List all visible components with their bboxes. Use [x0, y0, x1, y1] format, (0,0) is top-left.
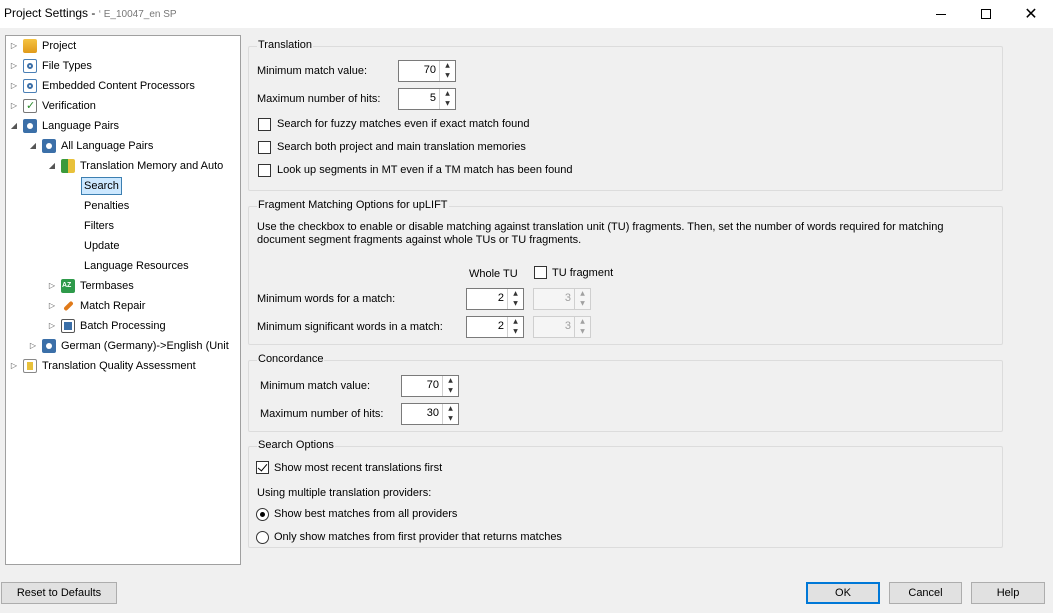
fuzzy-checkbox[interactable] [258, 118, 271, 131]
arrow-down-icon: ▼ [580, 300, 585, 307]
close-button[interactable] [1008, 0, 1053, 28]
tree-item-label: Project [42, 40, 77, 52]
help-button[interactable]: Help [971, 582, 1045, 604]
stepper-value: 5 [429, 92, 436, 104]
minimize-button[interactable] [918, 0, 964, 28]
tree-item-label: Match Repair [80, 300, 146, 312]
first-provider-radio[interactable] [256, 531, 269, 544]
tu-fragment-label[interactable]: TU fragment [552, 267, 614, 279]
expand-icon[interactable]: ▷ [10, 81, 18, 90]
arrow-up-icon[interactable]: ▲ [448, 377, 453, 384]
expand-icon[interactable]: ▷ [48, 301, 56, 310]
arrow-down-icon[interactable]: ▼ [445, 72, 450, 79]
tree-item-label: All Language Pairs [61, 140, 154, 152]
whole-tu-header: Whole TU [469, 268, 518, 280]
both-memories-checkbox[interactable] [258, 141, 271, 154]
tree-item-language-pairs[interactable] [9, 117, 119, 135]
arrow-up-icon[interactable]: ▲ [445, 62, 450, 69]
mt-lookup-label[interactable]: Look up segments in MT even if a TM match has been found [277, 164, 573, 176]
minimize-icon [936, 14, 946, 15]
arrow-up-icon: ▲ [580, 290, 585, 297]
stepper-value: 70 [426, 379, 439, 391]
collapse-icon[interactable]: ◢ [48, 161, 56, 170]
expand-icon[interactable]: ▷ [48, 281, 56, 290]
collapse-icon[interactable]: ◢ [29, 141, 37, 150]
min-significant-whole-stepper[interactable] [466, 316, 524, 338]
max-hits-stepper[interactable] [398, 88, 456, 110]
arrow-up-icon[interactable]: ▲ [445, 90, 450, 97]
tree-item-search[interactable] [81, 177, 122, 195]
tree-item-verification[interactable] [9, 97, 96, 115]
arrow-down-icon[interactable]: ▼ [448, 387, 453, 394]
arrow-up-icon[interactable]: ▲ [513, 318, 518, 325]
concordance-max-hits-label: Maximum number of hits: [260, 408, 384, 420]
language-pair-icon [42, 339, 56, 353]
arrow-down-icon[interactable]: ▼ [513, 328, 518, 335]
stepper-arrows [507, 289, 523, 309]
stepper-value: 2 [497, 320, 504, 332]
min-match-stepper[interactable] [398, 60, 456, 82]
group-title: Search Options [258, 439, 334, 451]
tree-item-label: Translation Memory and Auto [80, 160, 224, 172]
tree-item-label: File Types [42, 60, 92, 72]
arrow-down-icon[interactable]: ▼ [448, 415, 453, 422]
stepper-arrows [439, 89, 455, 109]
tree-item-label: Filters [84, 220, 114, 232]
tree-item-match-repair[interactable] [47, 297, 145, 315]
min-significant-label: Minimum significant words in a match: [257, 321, 443, 333]
title-bar [0, 0, 1053, 28]
recent-first-label[interactable]: Show most recent translations first [274, 462, 443, 474]
ok-button[interactable]: OK [806, 582, 880, 604]
tree-item-label: Language Pairs [42, 120, 120, 132]
stepper-value: 3 [564, 292, 571, 304]
tree-item-project[interactable] [9, 37, 76, 55]
maximize-button[interactable] [963, 0, 1009, 28]
window-title-text: Project Settings - [4, 6, 99, 20]
translation-memory-icon [61, 159, 75, 173]
stepper-arrows [507, 317, 523, 337]
embedded-content-icon [23, 79, 37, 93]
expand-icon[interactable]: ▷ [10, 61, 18, 70]
tree-item-label: Translation Quality Assessment [42, 360, 196, 372]
batch-processing-icon [61, 319, 75, 333]
stepper-value: 3 [564, 320, 571, 332]
both-memories-label[interactable]: Search both project and main translation memories [277, 141, 526, 153]
multiple-providers-label: Using multiple translation providers: [257, 487, 432, 499]
min-match-label: Minimum match value: [257, 65, 368, 77]
tree-item-label: Update [84, 240, 120, 252]
maximize-icon [981, 9, 991, 19]
fragment-description-line2: document segment fragments against whole TUs or TU fragments. [257, 234, 582, 246]
stepper-arrows [442, 376, 458, 396]
language-pairs-icon [23, 119, 37, 133]
tu-fragment-checkbox[interactable] [534, 266, 547, 279]
first-provider-label[interactable]: Only show matches from first provider that returns matches [274, 531, 562, 543]
settings-tree [5, 35, 241, 565]
tree-item-label: Verification [42, 100, 96, 112]
collapse-icon[interactable]: ◢ [10, 121, 18, 130]
tree-item-label: Termbases [80, 280, 134, 292]
project-icon [23, 39, 37, 53]
tree-item-label: Language Resources [84, 260, 189, 272]
expand-icon[interactable]: ▷ [10, 361, 18, 370]
stepper-value: 30 [426, 407, 439, 419]
concordance-max-hits-stepper[interactable] [401, 403, 459, 425]
termbase-icon [61, 279, 75, 293]
close-icon: ✕ [1024, 4, 1038, 23]
stepper-arrows [439, 61, 455, 81]
tree-item-translation-memory[interactable] [47, 157, 223, 175]
stepper-value: 2 [497, 292, 504, 304]
tree-item-embedded-content[interactable] [9, 77, 195, 95]
translation-group [248, 39, 1003, 191]
stepper-arrows [442, 404, 458, 424]
tree-item-label: German (Germany)->English (Unit [61, 340, 229, 352]
best-matches-radio[interactable] [256, 508, 269, 521]
min-words-fragment-stepper [533, 288, 591, 310]
fuzzy-label[interactable]: Search for fuzzy matches even if exact match found [277, 118, 530, 130]
file-types-icon [23, 59, 37, 73]
concordance-group [248, 353, 1003, 432]
wrench-icon [61, 299, 75, 313]
recent-first-checkbox[interactable] [256, 461, 269, 474]
tqa-icon [23, 359, 37, 373]
group-title: Translation [258, 39, 313, 51]
tree-item-penalties[interactable] [84, 197, 129, 215]
arrow-up-icon[interactable]: ▲ [513, 290, 518, 297]
arrow-down-icon[interactable]: ▼ [445, 100, 450, 107]
arrow-down-icon: ▼ [580, 328, 585, 335]
stepper-arrows [574, 317, 590, 337]
expand-icon[interactable]: ▷ [48, 321, 56, 330]
tree-item-batch-processing[interactable] [47, 317, 166, 335]
tree-item-termbases[interactable] [47, 277, 134, 295]
tree-item-label: Embedded Content Processors [42, 80, 195, 92]
language-pair-icon [42, 139, 56, 153]
tree-item-label: Search [81, 177, 122, 195]
min-significant-fragment-stepper [533, 316, 591, 338]
search-options-group [248, 439, 1003, 548]
cancel-button[interactable]: Cancel [889, 582, 962, 604]
group-title: Fragment Matching Options for upLIFT [258, 199, 448, 211]
tree-item-label: Batch Processing [80, 320, 166, 332]
window-title-obscured: ‘ E_10047_en SP [98, 9, 177, 20]
reset-defaults-button[interactable]: Reset to Defaults [1, 582, 117, 604]
tree-item-file-types[interactable] [9, 57, 92, 75]
group-title: Concordance [258, 353, 324, 365]
tree-item-tqa[interactable] [9, 357, 196, 375]
expand-icon[interactable]: ▷ [29, 341, 37, 350]
mt-lookup-checkbox[interactable] [258, 164, 271, 177]
concordance-min-match-label: Minimum match value: [260, 380, 371, 392]
arrow-down-icon[interactable]: ▼ [513, 300, 518, 307]
fragment-description-line1: Use the checkbox to enable or disable matching against translation unit (TU) fragments. Then, set the number of words required for matching [257, 221, 944, 233]
tree-item-language-resources[interactable] [84, 257, 189, 275]
arrow-up-icon[interactable]: ▲ [448, 405, 453, 412]
expand-icon[interactable]: ▷ [10, 101, 18, 110]
expand-icon[interactable]: ▷ [10, 41, 18, 50]
min-words-label: Minimum words for a match: [257, 293, 396, 305]
window-title [4, 6, 177, 20]
tree-item-update[interactable] [84, 237, 119, 255]
verification-icon [23, 99, 37, 113]
max-hits-label: Maximum number of hits: [257, 93, 381, 105]
fragment-group [248, 199, 1003, 345]
best-matches-label[interactable]: Show best matches from all providers [274, 508, 458, 520]
concordance-min-match-stepper[interactable] [401, 375, 459, 397]
stepper-value: 70 [423, 64, 436, 76]
tree-item-filters[interactable] [84, 217, 114, 235]
tree-item-label: Penalties [84, 200, 130, 212]
tree-item-all-language-pairs[interactable] [28, 137, 153, 155]
min-words-whole-stepper[interactable] [466, 288, 524, 310]
stepper-arrows [574, 289, 590, 309]
arrow-up-icon: ▲ [580, 318, 585, 325]
tree-item-german-english[interactable] [28, 337, 229, 355]
